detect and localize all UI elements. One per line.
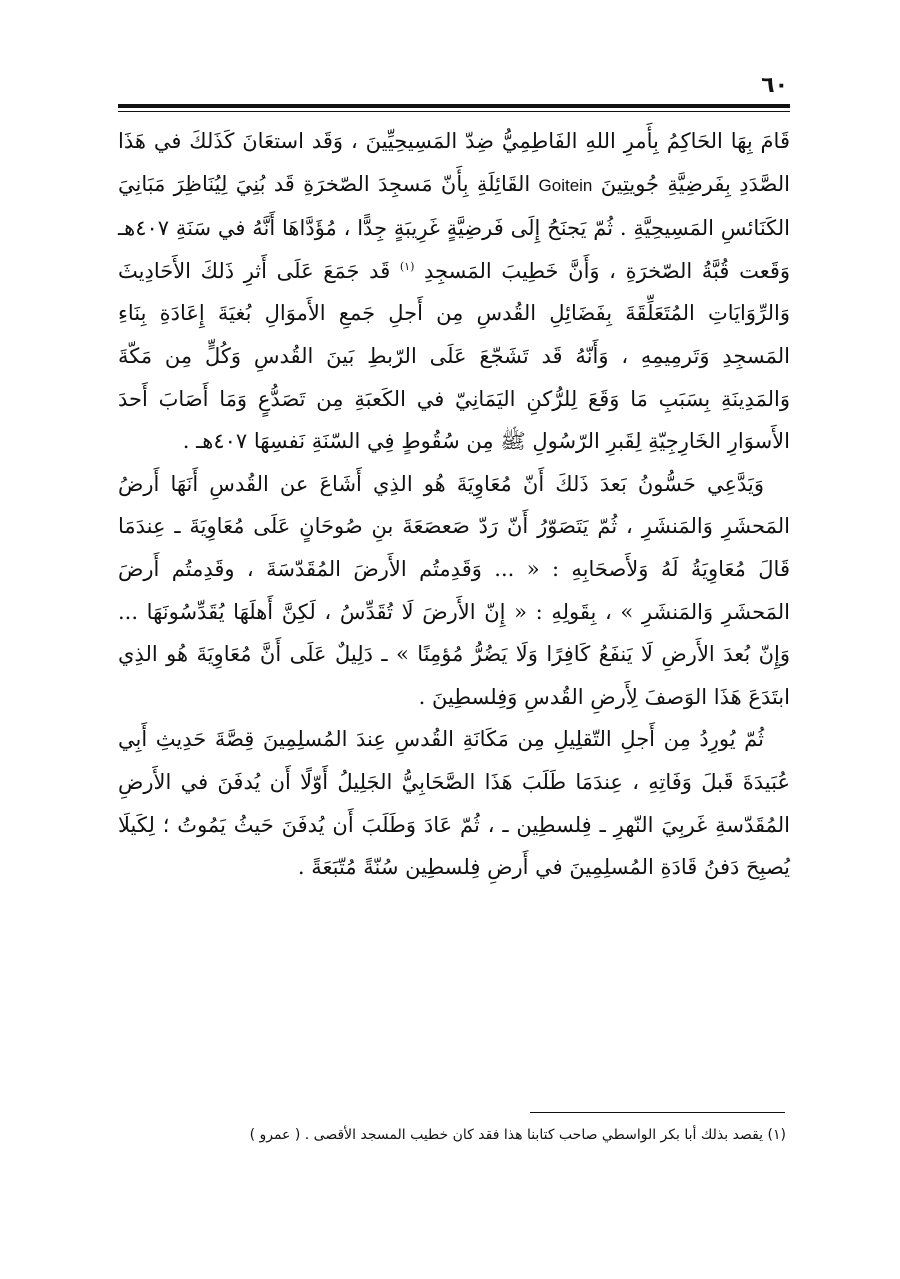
paragraph-1-text-a: قَامَ بِهَا الحَاكِمُ بِأَمرِ اللهِ الفَاطِمِيُّ ضِدّ المَسِيحِيِّينَ ، وَقَد استعَانَ كَذَلكَ في هَذَا الصَّدَدِ بِفَرضِيَّةِ جُويتِينَ [118, 129, 790, 196]
paragraph-1-text-b: القَائِلَةِ بِأَنّ مَسجِدَ الصّخرَةِ قَد بُنِيَ لِيُنَاظِرَ مَبَانِيَ الكَنَائسِ المَسِيحِيَّةِ . ثُمّ يَجنَحُ إِلَى فَرضِيَّةٍ غَرِيبَةٍ جِدًّا ، مُؤَدَّاهَا أَنَّهُ في سَنَةِ ٤٠٧هـ وَقَعت قُبَّةُ الصّخرَةِ ، وَأَنَّ خَطِيبَ المَسجِدِ [118, 171, 791, 283]
footnote-reference[interactable]: (١) [399, 259, 415, 273]
paragraph-1-text-c: قَد جَمَعَ عَلَى أَثرِ ذَلكَ الأَحَادِيثَ وَالرِّوَايَاتِ المُتَعَلِّقَةَ بِفَضَائِلِ القُدسِ مِن أَجلِ جَمعِ الأَموَالِ بُغيَةَ إِعَادَةِ بِنَاءِ المَسجِدِ وَتَرمِيمِهِ ، وَأَنّهُ قَد تَشَجّعَ عَلَى الرّبطِ بَينَ القُدسِ وَكُلٍّ مِن مَكّةَ وَالمَدِينَةِ بِسَبَبِ مَا وَقَعَ لِلرُّكنِ اليَمَانِيّ في الكَعبَةِ مِن تَصَدُّعٍ وَمَا أَصَابَ أَحدَ الأَسوَارِ الخَارِجِيّةِ لِقَبرِ الرّسُولِ ﷺ مِن سُقُوطٍ فِي السّنَةِ نَفسِهَا ٤٠٧هـ . [118, 258, 790, 454]
header-rule-thick [118, 104, 790, 108]
footnote: (١) يقصد بذلك أبا بكر الواسطي صاحب كتابنا هذا فقد كان خطيب المسجد الأقصى . ( عمرو ) [249, 1127, 786, 1143]
latin-name-goitein: Goitein [538, 175, 593, 195]
paragraph-2: وَيَدَّعِي حَسُّونُ بَعدَ ذَلكَ أَنّ مُعَاوِيَةَ هُو الذِي أَشَاعَ عن القُدسِ أَنَهَا أَرضُ المَحشَرِ وَالمَنشَرِ ، ثُمّ يَتَصَوّرُ أَنّ رَدّ صَعصَعَةَ بنِ صُوحَانٍ عَلَى مُعَاوِيَةَ ـ عِندَمَا قَالَ مُعَاوِيَةُ لَهُ وَلأَصحَابِهِ : « ... وَقَدِمتُم الأَرضَ المُقَدّسَةَ ، وقَدِمتُم أَرضَ المَحشَرِ وَالمَنشَرِ » ، بِقَولِهِ : « إِنّ الأَرضَ لَا تُقَدِّسُ ، لَكِنَّ أَهلَهَا يُقَدِّسُونَهَا ... وَإِنّ بُعدَ الأَرضِ لَا يَنفَعُ كَافِرًا وَلَا يَضُرُّ مُؤمِنًا » ـ دَلِيلٌ عَلَى أَنَّ مُعَاوِيَةَ هُو الذِي ابتَدَعَ هَذَا الوَصفَ لِأَرضِ القُدسِ وَفِلسطِينَ . [118, 471, 790, 709]
paragraph-1 [118, 120, 790, 463]
page-number: ٦٠ [761, 73, 788, 98]
footnote-separator [530, 1112, 785, 1113]
main-text [118, 120, 790, 889]
paragraph-3: ثُمّ يُورِدُ مِن أَجلِ التّقلِيلِ مِن مَكَانَةِ القُدسِ عِندَ المُسلِمِينَ قِصَّةَ حَدِيثِ أَبِي عُبَيدَةَ قَبلَ وَفَاتِهِ ، عِندَمَا طَلَبَ هَذَا الصَّحَابِيُّ الجَلِيلُ أَوّلًا أَن يُدفَنَ في الأَرضِ المُقَدّسةِ غَربِيَ النّهرِ ـ فِلسطِين ـ ، ثُمّ عَادَ وَطَلَبَ أَن يُدفَنَ حَيثُ يَمُوتُ ؛ لِكَيلَا يُصبِحَ دَفنُ قَادَةِ المُسلِمِينَ في أَرضِ فِلسطِين سُنّةً مُتّبَعَةً . [118, 727, 790, 880]
header-rule-thin [118, 111, 790, 112]
